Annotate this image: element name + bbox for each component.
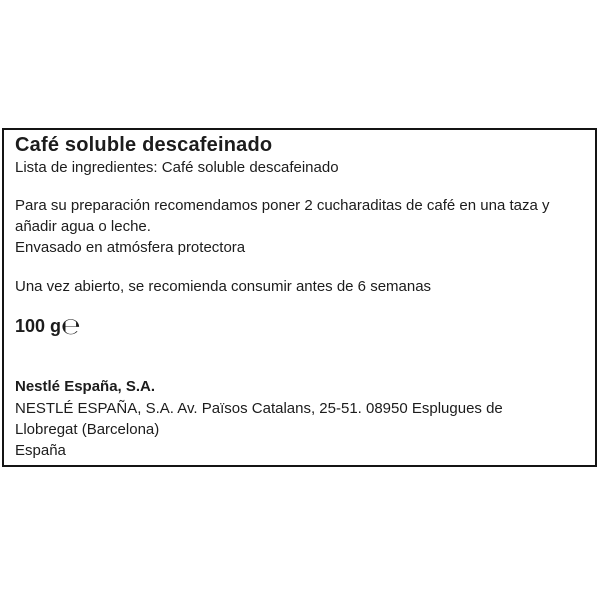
product-title: Café soluble descafeinado bbox=[15, 134, 273, 156]
preparation-line-1: Para su preparación recomendamos poner 2 cucharaditas de café en una taza y bbox=[15, 197, 550, 214]
net-weight bbox=[15, 314, 81, 339]
estimated-sign-icon: ℮ bbox=[61, 314, 81, 340]
preparation-line-2: añadir agua o leche. bbox=[15, 218, 151, 235]
country-line: España bbox=[15, 442, 66, 459]
packaging-line: Envasado en atmósfera protectora bbox=[15, 239, 246, 256]
storage-line: Una vez abierto, se recomienda consumir antes de 6 semanas bbox=[15, 278, 432, 295]
net-weight-value: 100 g bbox=[15, 316, 62, 336]
company-name: Nestlé España, S.A. bbox=[15, 378, 156, 395]
address-line-1: NESTLÉ ESPAÑA, S.A. Av. Països Catalans, 25-51. 08950 Esplugues de bbox=[15, 400, 503, 417]
address-line-2: Llobregat (Barcelona) bbox=[15, 421, 160, 438]
ingredients-line: Lista de ingredientes: Café soluble descafeinado bbox=[15, 159, 339, 176]
product-label-box bbox=[2, 128, 597, 467]
